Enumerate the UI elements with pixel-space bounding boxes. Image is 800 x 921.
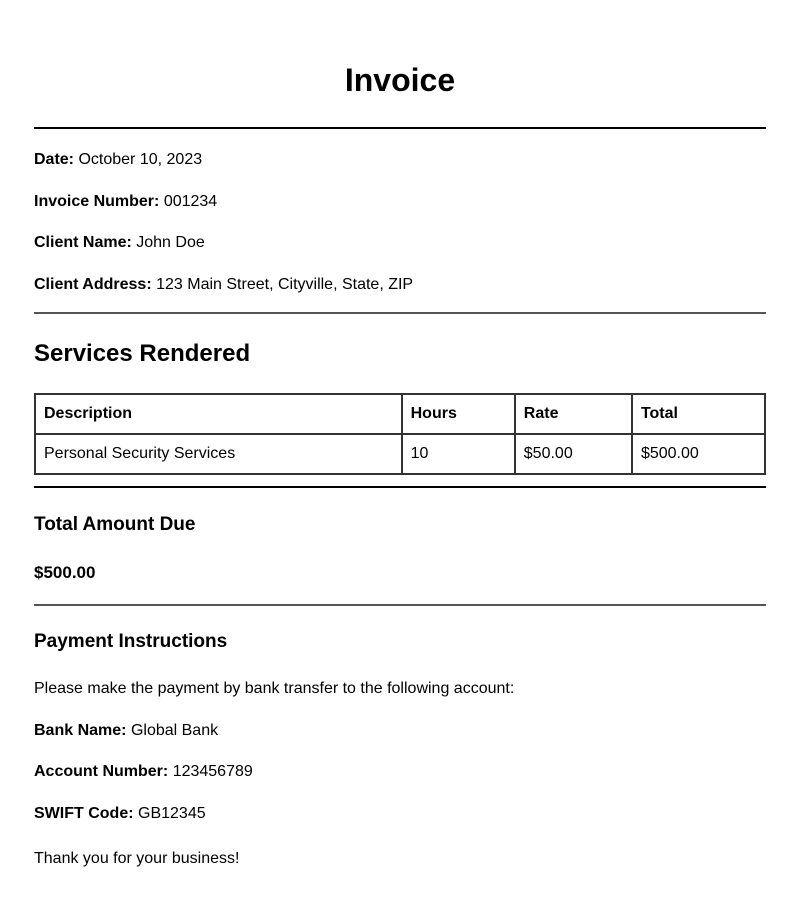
invoice-date-value: October 10, 2023 [78, 151, 203, 168]
client-name-label: Client Name: [34, 234, 132, 251]
swift-code-label: SWIFT Code: [34, 805, 134, 822]
bank-name-value: Global Bank [130, 722, 219, 739]
table-header-row [35, 394, 765, 434]
bank-name [34, 721, 218, 741]
thank-you-note: Thank you for your business! [34, 850, 240, 867]
invoice-number-label: Invoice Number: [34, 193, 160, 210]
total-heading: Total Amount Due [34, 514, 196, 535]
title-divider [34, 127, 766, 129]
invoice-date-label: Date: [34, 151, 75, 168]
invoice-number-value: 001234 [163, 193, 218, 210]
column-header-description: Description [35, 394, 402, 434]
client-address-label: Client Address: [34, 276, 152, 293]
total-divider [34, 604, 766, 606]
client-address-value: 123 Main Street, Cityville, State, ZIP [156, 276, 414, 293]
client-name [34, 233, 205, 253]
column-header-total: Total [632, 394, 765, 434]
services-heading: Services Rendered [34, 340, 251, 367]
invoice-date [34, 150, 202, 170]
cell-hours: 10 [402, 434, 515, 474]
total-amount: $500.00 [34, 563, 96, 582]
table-divider [34, 486, 766, 488]
account-number-value: 123456789 [172, 763, 253, 780]
invoice-number [34, 192, 217, 212]
payment-intro: Please make the payment by bank transfer to the following account: [34, 680, 515, 697]
bank-name-label: Bank Name: [34, 722, 127, 739]
account-number-label: Account Number: [34, 763, 169, 780]
swift-code-value: GB12345 [138, 805, 206, 822]
account-number [34, 762, 253, 782]
table-row [35, 434, 765, 474]
cell-rate: $50.00 [515, 434, 632, 474]
cell-total: $500.00 [632, 434, 765, 474]
client-name-value: John Doe [136, 234, 205, 251]
payment-heading: Payment Instructions [34, 631, 228, 652]
client-address [34, 275, 413, 295]
invoice-document [34, 0, 766, 921]
invoice-title: Invoice [344, 62, 456, 98]
services-table [34, 393, 766, 475]
column-header-hours: Hours [402, 394, 515, 434]
column-header-rate: Rate [515, 394, 632, 434]
details-divider [34, 312, 766, 314]
swift-code [34, 804, 206, 824]
cell-description: Personal Security Services [35, 434, 402, 474]
